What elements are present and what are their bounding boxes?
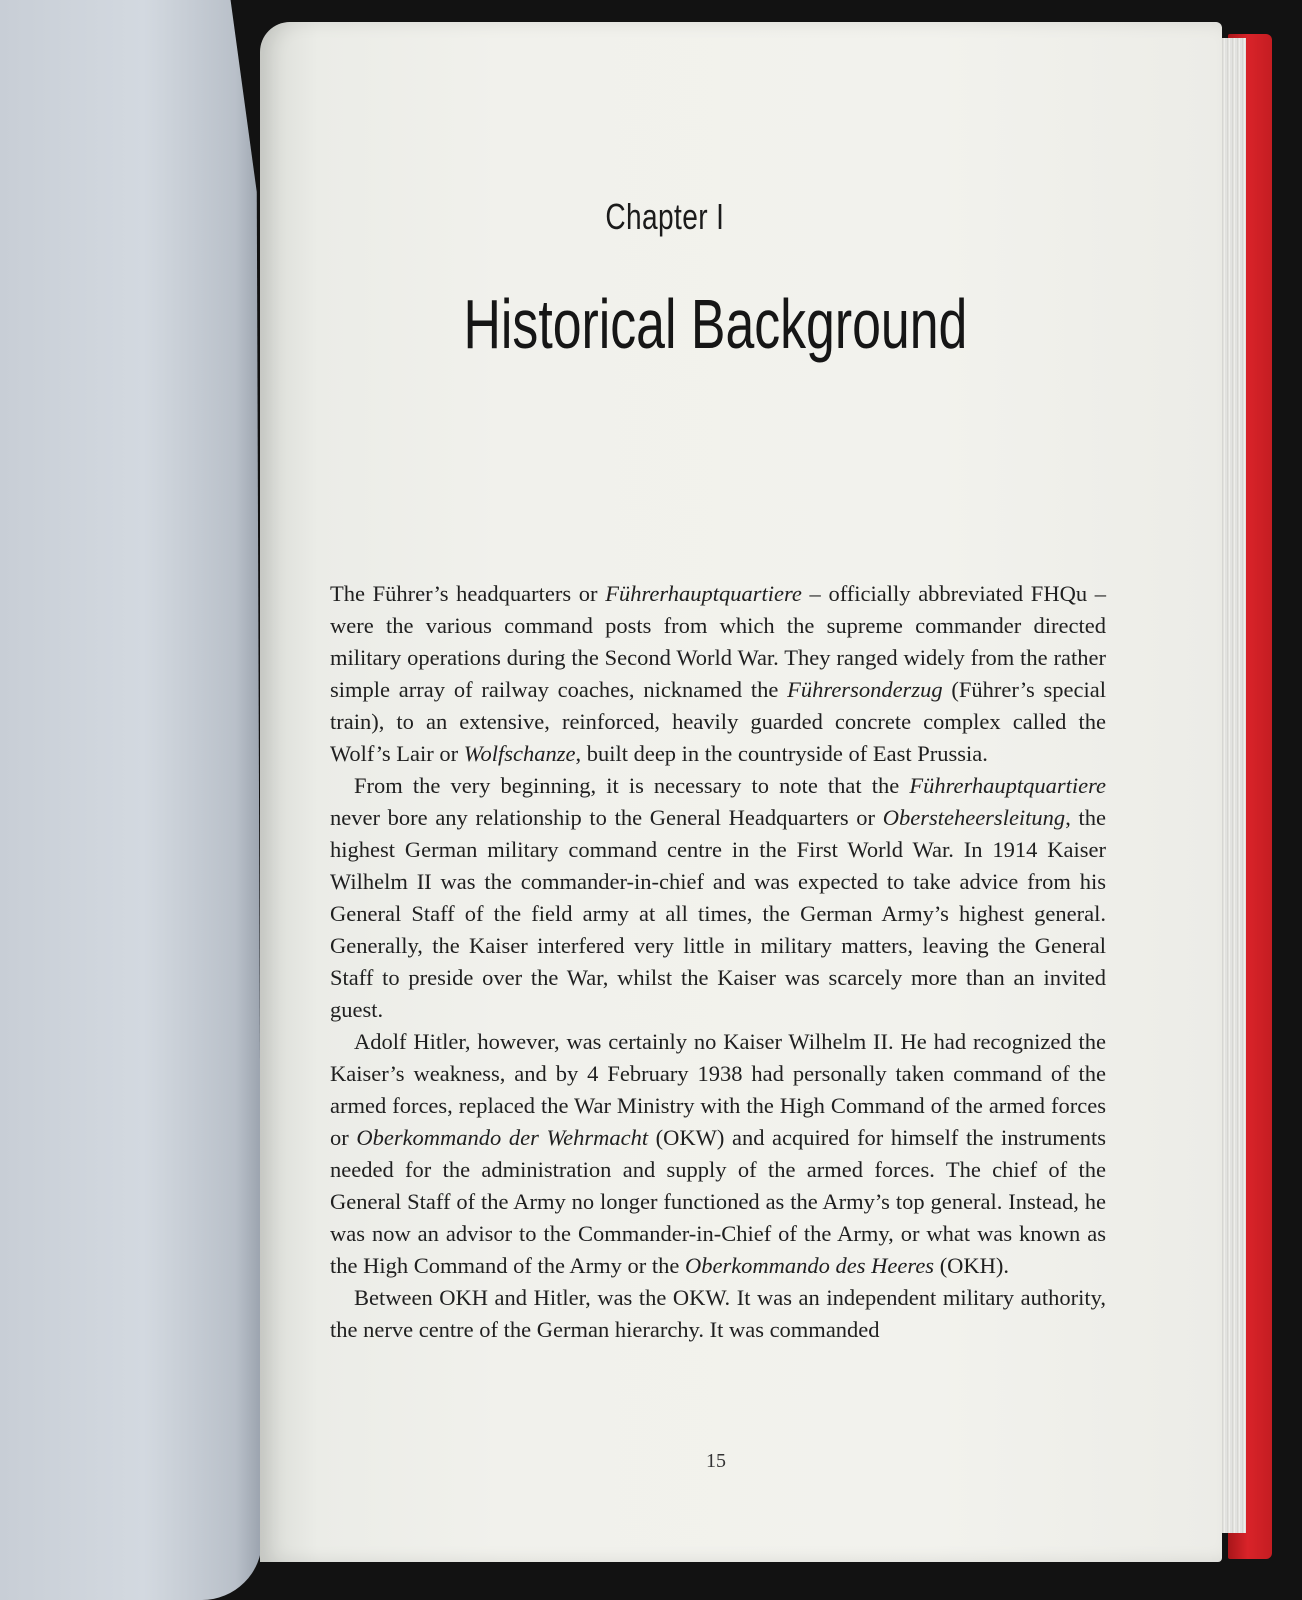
left-page (0, 0, 262, 1600)
paragraph-2: From the very beginning, it is necessary to note that the Führerhauptquartiere never bore any relationship to the General Headquarters or Obersteheersleitung, the highest German military command centre in the First World War. In 1914 Kaiser Wilhelm II was the commander-in-chief and was expected to take advice from his General Staff of the field army at all times, the German Army’s highest general. Generally, the Kaiser interfered very little in military matters, leaving the General Staff to preside over the War, whilst the Kaiser was scarcely more than an invited guest. (330, 773, 1106, 1022)
chapter-label: Chapter I (605, 196, 725, 237)
paragraph-4: Between OKH and Hitler, was the OKW. It was an independent military authority, the nerve centre of the German hierarchy. It was commanded (330, 1285, 1106, 1342)
paragraph-3: Adolf Hitler, however, was certainly no Kaiser Wilhelm II. He had recognized the Kaiser’s weakness, and by 4 February 1938 had personally taken command of the armed forces, replaced the War Ministry with the High Command of the armed forces or Oberkommando der Wehrmacht (OKW) and acquired for himself the instruments needed for the administration and supply of the armed forces. The chief of the General Staff of the Army no longer functioned as the Army’s top general. Instead, he was now an advisor to the Commander-in-Chief of the Army, or what was known as the High Command of the Army or the Oberkommando des Heeres (OKH). (330, 1029, 1107, 1278)
paragraph-1: The Führer’s headquarters or Führerhauptquartiere – officially abbreviated FHQu – were the various command posts from which the supreme commander directed military operations during the Second World War. They ranged widely from the rather simple array of railway coaches, nicknamed the Führersonderzug (Führer’s special train), to an extensive, reinforced, heavily guarded concrete complex called the Wolf’s Lair or Wolfschanze, built deep in the countryside of East Prussia. (330, 581, 1106, 766)
body-text (330, 578, 1106, 1346)
chapter-title: Historical Background (463, 285, 967, 363)
page-number: 15 (706, 1450, 726, 1472)
